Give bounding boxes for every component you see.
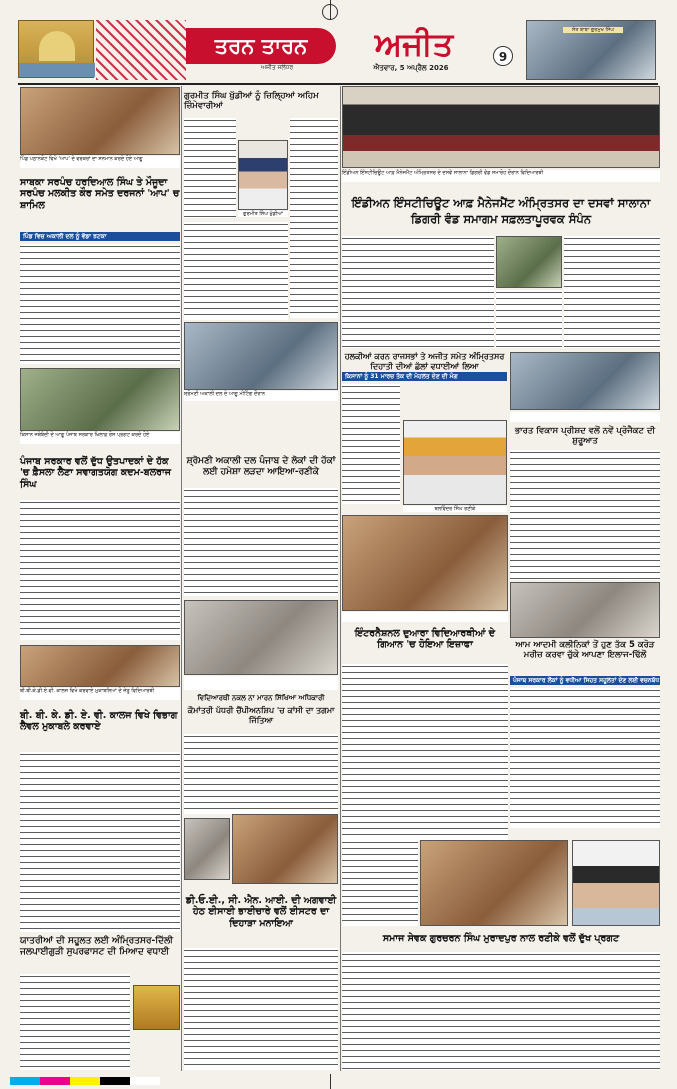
headline-akali-dal: ਸ਼੍ਰੋਮਣੀ ਅਕਾਲੀ ਦਲ ਪੰਜਾਬ ਦੇ ਲੋਕਾਂ ਦੀ ਹੱਕਾਂ ਲਈ ਹਮੇਸ਼ਾ ਲੜਦਾ ਆਇਆ-ਰਣੀਕੇ <box>186 456 336 477</box>
photo-college-winners <box>20 645 180 687</box>
photo-graduation <box>342 86 660 168</box>
photo-school-girls <box>342 515 508 611</box>
article-condolence-body <box>342 952 660 1070</box>
page-number: 9 <box>493 46 513 66</box>
column-rule-2 <box>340 86 341 1071</box>
article-vikas-body <box>510 450 660 580</box>
caption-akali-meeting: ਸ਼੍ਰੋਮਣੀ ਅਕਾਲੀ ਦਲ ਦੇ ਆਗੂ ਮੀਟਿੰਗ ਦੌਰਾਨ <box>184 391 338 401</box>
portrait-child <box>572 840 660 926</box>
caption-college: ਬੀ.ਬੀ.ਕੇ.ਡੀ.ਏ.ਵੀ. ਕਾਲਜ ਵਿਖੇ ਕਰਵਾਏ ਮੁਕਾਬਲਿਆਂ ਦੇ ਜੇਤੂ ਵਿਦਿਆਰਥੀ <box>20 688 180 700</box>
caption-school-girls <box>342 612 508 622</box>
article-khuddian-body-right <box>290 118 338 318</box>
headline-superfast-train: ਯਾਤਰੀਆਂ ਦੀ ਸਹੂਲਤ ਲਈ ਅੰਮ੍ਰਿਤਸਰ-ਦਿੱਲੀ ਜਲਪਾਈਗੁੜੀ ਸੁਪਰਫਾਸਟ ਦੀ ਮਿਆਦ ਵਧਾਈ <box>20 936 173 957</box>
photo-aap-meeting <box>20 87 180 155</box>
headline-school-2: ਕੌਮਾਂਤਰੀ ਪੱਧਰੀ ਚੈਂਪੀਅਨਸ਼ਿਪ 'ਚ ਕਾਂਸੀ ਦਾ ਤਗਮਾ ਜਿੱਤਿਆ <box>187 706 335 725</box>
headline-aap-join: ਸਾਬਕਾ ਸਰਪੰਚ ਹਰਦਿਆਲ ਸਿੰਘ ਤੇ ਮੌਜੂਦਾ ਸਰਪੰਚ ਮਲਕੀਤ ਕੌਰ ਸਮੇਤ ਦਰਜਨਾਂ 'ਆਪ' ਚ ਸ਼ਾਮਿਲ <box>20 177 180 211</box>
photo-vikas-parishad <box>510 352 660 410</box>
headline-iim: ਇੰਡੀਅਨ ਇੰਸਟੀਚਿਊਟ ਆਫ਼ ਮੈਨੇਜਮੈਂਟ ਅੰਮ੍ਰਿਤਸਰ ਦਾ ਦਸਵਾਂ ਸਾਲਾਨਾ ਡਿਗਰੀ ਵੰਡ ਸਮਾਗਮ ਸਫ਼ਲਤਾਪੂਰਵਕ ਸੰਪੰਨ <box>351 196 651 226</box>
headline-school-1: ਵਿਦਿਆਰਥੀ ਨਕਲ ਨਾ ਮਾਰਨ ਸਿੱਖਿਆ ਅਧਿਕਾਰੀ <box>197 694 325 702</box>
header-location: ਅਜੀਤ ਜਲੰਧਰ <box>260 64 294 71</box>
headline-vikas-parishad: ਭਾਰਤ ਵਿਕਾਸ ਪ੍ਰੀਸ਼ਦ ਵਲੋਂ ਨਵੇਂ ਪ੍ਰੋਜੈਕਟ ਦੀ ਸ਼ੁਰੂਆਤ <box>514 426 656 447</box>
headline-khuddian: ਗੁਰਮੀਤ ਸਿੰਘ ਖੁੱਡੀਆਂ ਨੂੰ ਜ਼ਿਲ੍ਹਿਆਂ ਅਹਿਮ ਜ਼ਿੰਮੇਵਾਰੀਆਂ <box>184 91 319 112</box>
headline-international: ਇੰਟਰਨੈਸ਼ਨਲ ਦੁਆਰਾ ਵਿਦਿਆਰਥੀਆਂ ਦੇ ਗਿਆਨ 'ਚ ਹੋਇਆ ਇਜ਼ਾਫਾ <box>354 628 496 651</box>
photo-akali-meeting <box>184 322 338 390</box>
article-clinic-body <box>510 688 660 828</box>
masthead <box>186 22 486 72</box>
blue-tag-left: ਪਿੰਡ ਵਿਚ ਅਕਾਲੀ ਦਲ ਨੂੰ ਵੱਡਾ ਝਟਕਾ <box>20 232 180 241</box>
header-pattern <box>96 20 186 80</box>
article-sangat-side <box>342 840 418 926</box>
headline-easter: ਡੀ.ਓ.ਈ., ਸੀ. ਐਨ. ਆਈ. ਦੀ ਅਗਵਾਈ ਹੇਠ ਈਸਾਈ ਭਾਈਚਾਰੇ ਵਲੋਂ ਈਸਟਰ ਦਾ ਦਿਹਾੜਾ ਮਨਾਇਆ <box>185 895 337 929</box>
ad-sign: ਸੰਤ ਬਾਬਾ ਗੁਰਮੁਖ ਸਿੰਘ <box>563 27 623 33</box>
caption-students <box>184 676 338 690</box>
caption-khuddian-portrait: ਗੁਰਮੀਤ ਸਿੰਘ ਖੁੱਡੀਆਂ <box>238 211 288 217</box>
article-milk-body <box>20 500 180 640</box>
headline-condolence: ਸਮਾਜ ਸੇਵਕ ਗੁਰਚਰਨ ਸਿੰਘ ਮੁਰਾਦਪੁਰ ਨਾਲ ਰਣੀਕੇ ਵਲੋਂ ਦੁੱਖ ਪ੍ਰਗਟ <box>382 933 620 944</box>
caption-aap-meeting: ਪਿੰਡ ਪਠਾਨਕੋਟ ਵਿਖੇ 'ਆਪ' ਦੇ ਵਰਕਰਾਂ ਦਾ ਸਨਮਾਨ ਕਰਦੇ ਹੋਏ ਆਗੂ <box>20 156 180 168</box>
photo-sangat-gathering <box>420 840 568 926</box>
headline-bbk-college: ਬੀ. ਬੀ. ਕੇ. ਡੀ. ਏ. ਵੀ. ਕਾਲਜ ਵਿਖੇ ਵਿਭਾਗ ਲੈਵਲ ਮੁਕਾਬਲੇ ਕਰਵਾਏ <box>20 710 178 733</box>
blue-tag-farmers: ਕਿਸਾਨਾਂ ਨੂੰ 31 ਮਾਰਚ ਤੱਕ ਦੀ ਮੋਹਲਤ ਦੇਣ ਦੀ ਮੰਗ <box>342 372 507 381</box>
color-strip-bottom <box>10 1077 160 1085</box>
article-train-body <box>20 974 130 1070</box>
caption-raniike: ਬਲਵਿੰਦਰ ਸਿੰਘ ਰਣੀਕੇ <box>403 506 507 512</box>
article-congrats-body <box>342 384 400 504</box>
article-college-body <box>20 752 180 932</box>
header-emblem <box>18 20 94 78</box>
article-international-body <box>342 664 508 840</box>
photo-clinic-group <box>510 582 660 638</box>
photo-easter-crowd <box>232 814 338 884</box>
headline-milk-producers: ਪੰਜਾਬ ਸਰਕਾਰ ਵਲੋਂ ਦੁੱਧ ਉਤਪਾਦਕਾਂ ਦੇ ਹੱਕ 'ਚ ਫ਼ੈਸਲਾ ਲੈਣਾ ਸਵਾਗਤਯੋਗ ਕਦਮ-ਬਲਰਾਜ ਸਿੰਘ <box>20 456 171 490</box>
article-easter-body <box>184 948 338 1070</box>
photo-iim-1 <box>496 236 562 288</box>
crop-mark-bottom <box>330 1074 331 1089</box>
portrait-easter-speaker <box>184 818 230 880</box>
article-aap-body <box>20 244 180 364</box>
caption-farmers: ਕਿਸਾਨ ਜਥੇਬੰਦੀ ਦੇ ਆਗੂ ਪੰਜਾਬ ਸਰਕਾਰ ਖ਼ਿਲਾਫ਼ ਰੋਸ ਪ੍ਰਗਟ ਕਰਦੇ ਹੋਏ <box>20 432 180 444</box>
photo-farmers-protest <box>20 368 180 431</box>
article-khuddian-body-left <box>184 118 236 218</box>
header-ad-photo <box>526 20 656 80</box>
article-iim-body-3 <box>496 290 562 348</box>
photo-train <box>133 985 180 1030</box>
portrait-raniike <box>403 420 507 505</box>
article-akali-body <box>184 488 338 596</box>
caption-graduation: ਇੰਡੀਅਨ ਇੰਸਟੀਚਿਊਟ ਆਫ਼ ਮੈਨੇਜਮੈਂਟ ਅੰਮ੍ਰਿਤਸਰ ਦੇ ਦਸਵੇਂ ਸਾਲਾਨਾ ਡਿਗਰੀ ਵੰਡ ਸਮਾਰੋਹ ਦੌਰਾਨ ਵਿਦਿਆਰਥੀ <box>342 170 660 182</box>
portrait-khuddian <box>238 140 288 210</box>
header-rule <box>18 83 658 85</box>
caption-vikas <box>510 412 660 422</box>
masthead-right: ਅਜੀਤ <box>374 25 454 63</box>
crop-circle-top <box>322 4 338 20</box>
article-iim-body <box>342 236 494 348</box>
header-date: ਐਤਵਾਰ, 5 ਅਪ੍ਰੈਲ 2026 <box>373 64 449 72</box>
article-khuddian-body-bottom <box>184 222 288 320</box>
headline-ajit-congrats: ਹਲਕੀਆਂ ਕਰਨ ਰਾਜਸਭਾਂ ਤੇ ਅਜੀਤ ਸਮੇਤ ਅੰਮ੍ਰਿਤਸਰ ਦਿਹਾਤੀ ਦੀਆਂ ਛੱਲਾਂ ਵਧਾਈਆਂ ਲਿਆ <box>344 352 505 371</box>
article-school-body <box>184 734 338 814</box>
photo-students-medal <box>184 600 338 675</box>
column-rule-1 <box>181 86 182 1071</box>
headline-aam-aadmi-clinic: ਆਮ ਆਦਮੀ ਕਲੀਨਿਕਾਂ ਤੋਂ ਹੁਣ ਤੱਕ 5 ਕਰੋੜ ਮਰੀਜ਼ ਕਰਵਾ ਚੁੱਕੇ ਆਪਣਾ ਇਲਾਜ-ਢਿੱਲੋਂ <box>515 640 655 661</box>
blue-tag-health: ਪੰਜਾਬ ਸਰਕਾਰ ਲੋਕਾਂ ਨੂੰ ਵਧੀਆ ਸਿਹਤ ਸਹੂਲਤਾਂ ਦੇਣ ਲਈ ਵਚਨਬੱਧ <box>510 676 660 685</box>
masthead-left: ਤਰਨ ਤਾਰਨ <box>186 28 336 64</box>
article-iim-body-2 <box>564 236 660 348</box>
